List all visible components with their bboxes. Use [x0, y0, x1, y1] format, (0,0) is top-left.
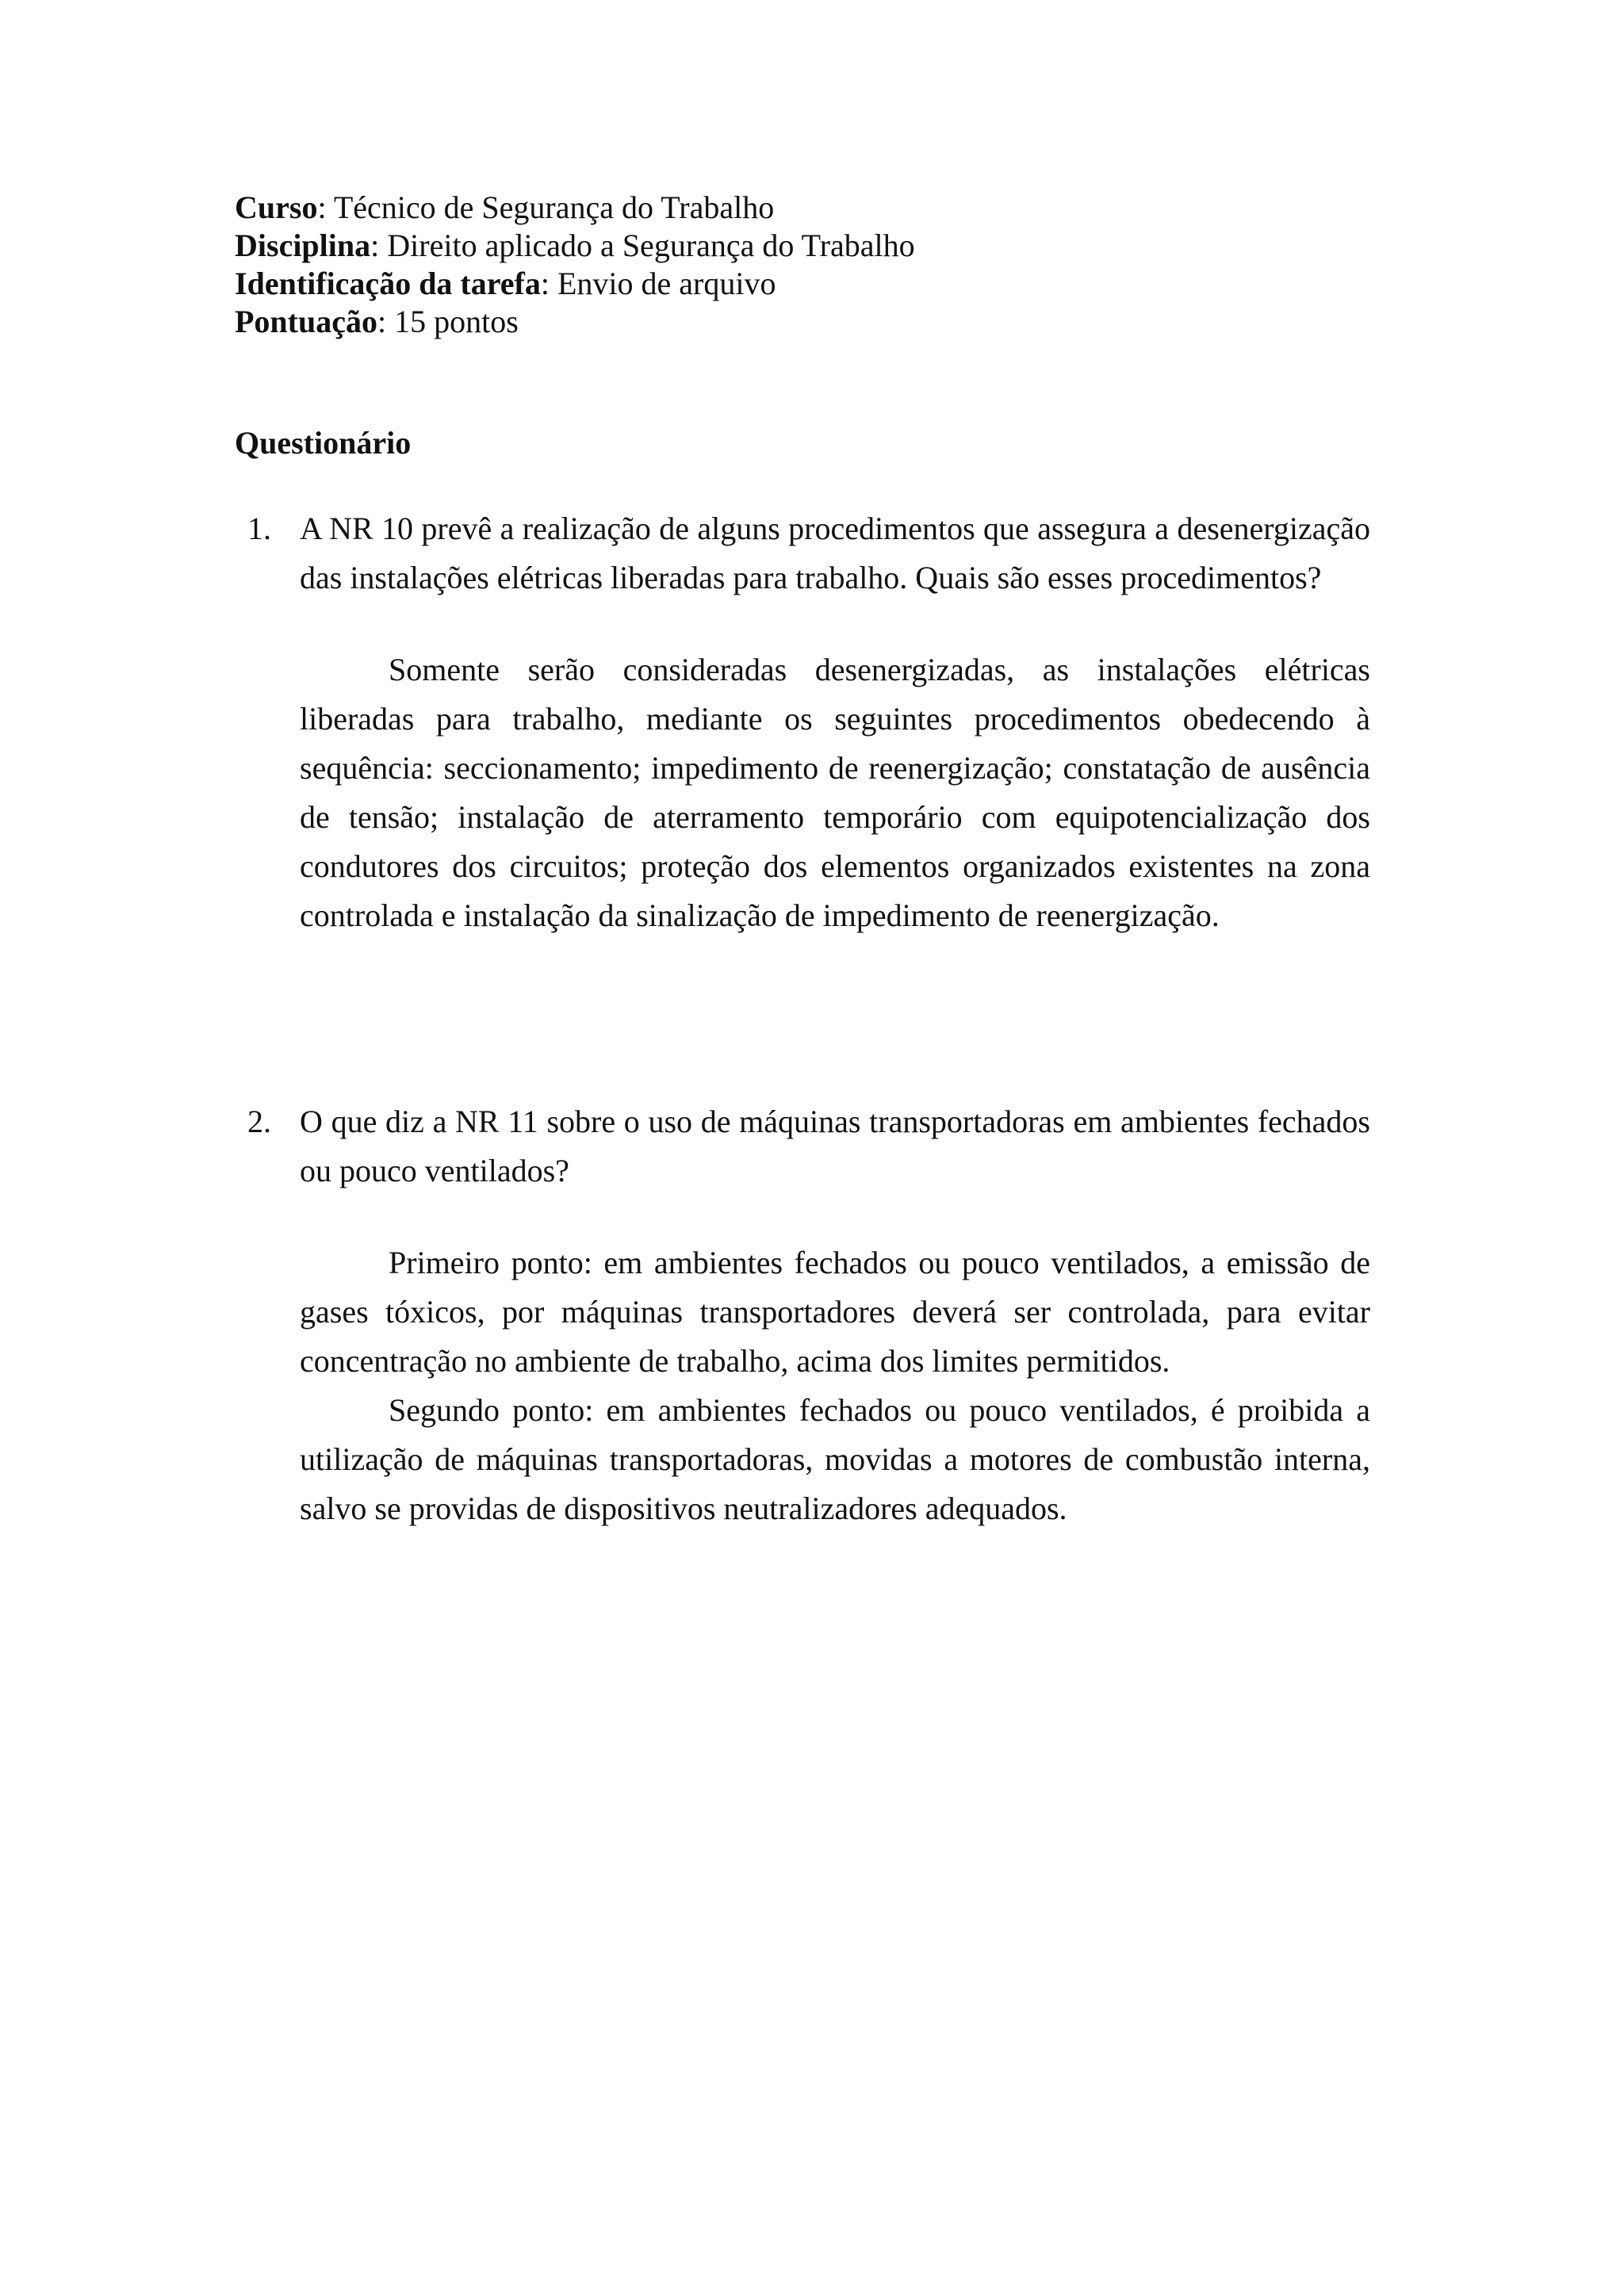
question-text: A NR 10 prevê a realização de alguns procedimentos que assegura a desenergização das instalações elétricas liberadas para trabalho. Quais são esses procedimentos? [300, 511, 1370, 595]
question-text: O que diz a NR 11 sobre o uso de máquinas transportadoras em ambientes fechados ou pouco ventilados? [300, 1104, 1370, 1188]
tarefa-label: Identificação da tarefa [235, 266, 541, 301]
pontuacao-value: : 15 pontos [377, 304, 519, 339]
curso-value: : Técnico de Segurança do Trabalho [317, 189, 775, 225]
question-number: 2. [247, 1104, 271, 1139]
question-number: 1. [247, 511, 271, 546]
answer-paragraph: Somente serão consideradas desenergizadas, as instalações elétricas liberadas para trabalho, mediante os seguintes procedimentos obedecendo à sequência: seccionamento; impedimento de reenergização; constatação de ausência de tensão; instalação de aterramento temporário com equipotencialização dos condutores dos circuitos; proteção dos elementos organizados existentes na zona controlada e instalação da sinalização de impedimento de reenergização. [300, 652, 1370, 933]
disciplina-value: : Direito aplicado a Segurança do Trabalho [370, 228, 915, 263]
tarefa-value: : Envio de arquivo [540, 266, 776, 301]
question-row [235, 504, 1370, 603]
answer-paragraph: Primeiro ponto: em ambientes fechados ou pouco ventilados, a emissão de gases tóxicos, por máquinas transportadores deverá ser controlada, para evitar concentração no ambiente de trabalho, acima dos limites permitidos. [300, 1245, 1370, 1379]
header-curso [235, 189, 1424, 227]
curso-label: Curso [235, 189, 318, 225]
document-header [235, 189, 1424, 341]
disciplina-label: Disciplina [235, 228, 371, 263]
question-item [235, 504, 1370, 940]
question-row [235, 1097, 1370, 1196]
header-disciplina [235, 227, 1424, 265]
section-title: Questionário [235, 425, 412, 461]
header-pontuacao [235, 303, 1424, 341]
question-item [235, 1097, 1370, 1533]
pontuacao-label: Pontuação [235, 304, 377, 339]
answer-paragraph: Segundo ponto: em ambientes fechados ou pouco ventilados, é proibida a utilização de máquinas transportadoras, movidas a motores de combustão interna, salvo se providas de dispositivos neutralizadores adequados. [300, 1392, 1370, 1526]
header-tarefa [235, 265, 1424, 303]
